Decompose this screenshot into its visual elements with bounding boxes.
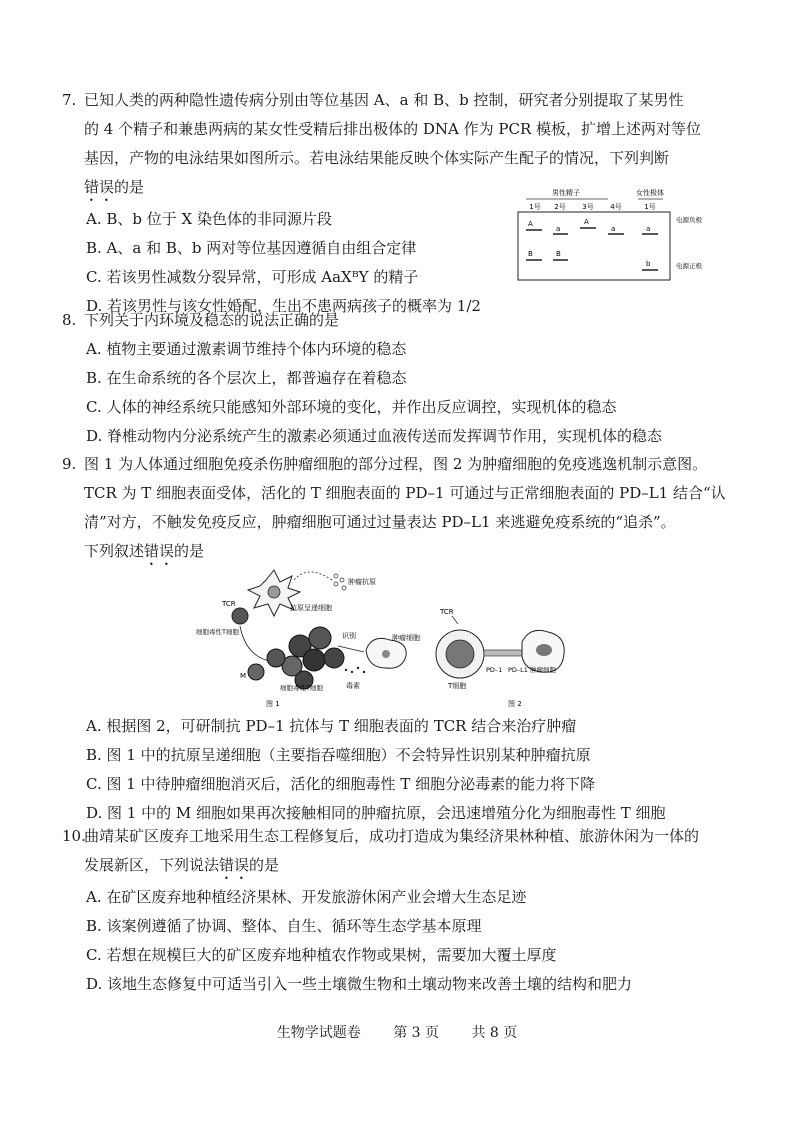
band-label: A [528, 220, 533, 228]
t-cell-nucleus [446, 640, 474, 668]
lane-label-2: 2号 [554, 203, 566, 211]
female-polar-body-label: 女性极体 [636, 189, 664, 197]
tumor-nucleus [382, 650, 390, 658]
band-label: A [584, 218, 589, 226]
t-cell-cluster [248, 664, 264, 680]
emphasis-text: 错误 [84, 178, 115, 196]
question-number: 8. [62, 311, 77, 329]
figure-1 [196, 570, 420, 708]
question-stem: 的是 [174, 542, 205, 560]
toxin-label: 毒素 [346, 682, 360, 690]
option-d: D. 该地生态修复中可适当引入一些土壤微生物和土壤动物来改善土壤的结构和肥力 [86, 975, 633, 993]
tumor-nucleus-2 [536, 644, 552, 656]
antigen-dot [340, 578, 344, 582]
band-label: a [556, 225, 561, 233]
toxin-dot [351, 671, 353, 673]
recognize-label: 识别 [342, 632, 356, 640]
option-d: D. 若该男性与该女性婚配，生出不患两病孩子的概率为 1/2 [86, 297, 481, 315]
question-stem: 图 1 为人体通过细胞免疫杀伤肿瘤细胞的部分过程，图 2 为肿瘤细胞的免疫逃逸机制示意图。 [84, 455, 708, 473]
tcr-pointer [452, 616, 458, 624]
option-a: A. 根据图 2，可研制抗 PD–1 抗体与 T 细胞表面的 TCR 结合来治疗肿瘤 [86, 717, 577, 735]
tcr-label-2: TCR [440, 608, 454, 616]
question-stem: 下列关于内环境及稳态的说法正确的是 [84, 311, 340, 329]
question-number: 9. [62, 455, 77, 473]
tumor-cell-label: 肿瘤细胞 [392, 634, 420, 642]
negative-pole-label: 电源负极 [676, 216, 702, 224]
t-cell-cluster [267, 649, 285, 667]
toxin-dot [357, 667, 359, 669]
t-cell-cluster [324, 648, 344, 668]
male-sperm-label: 男性精子 [552, 189, 580, 197]
footer-total-pages: 共 8 页 [471, 1025, 518, 1041]
option-c: C. 图 1 中待肿瘤细胞消灭后，活化的细胞毒性 T 细胞分泌毒素的能力将下降 [86, 775, 596, 793]
band-label: a [611, 225, 616, 233]
electrophoresis-figure [508, 186, 718, 282]
antigen-dot [334, 574, 338, 578]
caption-figure-2: 图 2 [508, 700, 522, 708]
apc-nucleus [268, 586, 280, 598]
tumor-cell-label-2: 肿瘤细胞 [530, 666, 556, 674]
option-c: C. 若该男性减数分裂异常，可形成 AaXᴮY 的精子 [86, 268, 419, 286]
lane-label-3: 3号 [582, 203, 594, 211]
pdl1-label: PD–L1 [508, 666, 528, 674]
option-a: A. 植物主要通过激素调节维持个体内环境的稳态 [86, 340, 407, 358]
apc-label: 抗原呈递细胞 [290, 604, 332, 612]
question-9 [62, 450, 762, 569]
band-label: B [528, 250, 533, 258]
pd1-pdl1-link [484, 650, 522, 656]
question-stem: 下列叙述 [84, 542, 145, 560]
antigen-dot [342, 586, 346, 590]
arrow-antigen [294, 572, 332, 580]
band-label: b [646, 260, 651, 268]
band-label: a [646, 225, 651, 233]
question-stem: 清”对方，不触发免疫反应，肿瘤细胞可通过过量表达 PD–L1 来逃避免疫系统的“追杀”。 [84, 513, 676, 531]
option-d: D. 脊椎动物内分泌系统产生的激素必须通过血液传送而发挥调节作用，实现机体的稳态 [86, 427, 663, 445]
option-b: B. 该案例遵循了协调、整体、自生、循环等生态学基本原理 [86, 917, 482, 935]
toxin-dot [363, 671, 365, 673]
lane-label-1: 1号 [529, 203, 541, 211]
cytotoxic-t-label: 细胞毒性T细胞 [196, 628, 239, 636]
cytotoxic-t-label-2: 细胞毒性T细胞 [280, 684, 323, 692]
question-9-options [62, 712, 762, 828]
option-a: A. 在矿区废弃地种植经济果林、开发旅游休闲产业会增大生态足迹 [86, 888, 527, 906]
footer-page-number: 第 3 页 [393, 1025, 439, 1041]
question-stem: 的是 [114, 178, 145, 196]
question-stem: 已知人类的两种隐性遗传病分别由等位基因 A、a 和 B、b 控制，研究者分别提取了某男性 [84, 91, 684, 109]
tcr-label-1: TCR [222, 600, 236, 608]
t-cell [232, 608, 248, 624]
t-cell-label: T细胞 [448, 682, 467, 690]
question-stem: 的 4 个精子和兼患两病的某女性受精后排出极体的 DNA 作为 PCR 模板，扩增上述两对等位 [84, 120, 702, 138]
question-number: 10. [62, 827, 86, 845]
figure-2 [436, 608, 564, 708]
band-label: B [556, 250, 561, 258]
option-b: B. 图 1 中的抗原呈递细胞（主要指吞噬细胞）不会特异性识别某种肿瘤抗原 [86, 746, 591, 764]
option-b: B. 在生命系统的各个层次上，都普遍存在着稳态 [86, 369, 407, 387]
t-cell-cluster [309, 627, 331, 649]
emphasis-text: 错误 [219, 856, 250, 874]
lane-label-4: 4号 [610, 203, 622, 211]
question-stem: 基因，产物的电泳结果如图所示。若电泳结果能反映个体实际产生配子的情况，下列判断 [84, 149, 670, 167]
question-number: 7. [62, 91, 77, 109]
question-stem: 的是 [249, 856, 280, 874]
tumor-antigen-label: 肿瘤抗原 [348, 578, 376, 586]
positive-pole-label: 电源正极 [676, 262, 702, 270]
m-label: M [240, 672, 247, 680]
footer-title: 生物学试题卷 [276, 1025, 361, 1041]
question-8 [62, 306, 742, 451]
question-stem: 曲靖某矿区废弃工地采用生态工程修复后，成功打造成为集经济果林种植、旅游休闲为一体的 [84, 827, 700, 845]
lane-label-5: 1号 [644, 203, 656, 211]
question-stem: TCR 为 T 细胞表面受体，活化的 T 细胞表面的 PD–1 可通过与正常细胞表面的 PD–L1 结合“认 [84, 484, 726, 502]
option-c: C. 人体的神经系统只能感知外部环境的变化，并作出反应调控，实现机体的稳态 [86, 398, 617, 416]
caption-figure-1: 图 1 [266, 700, 280, 708]
option-d: D. 图 1 中的 M 细胞如果再次接触相同的肿瘤抗原，会迅速增殖分化为细胞毒性 T 细胞 [86, 804, 666, 822]
option-c: C. 若想在规模巨大的矿区废弃地种植农作物或果树，需要加大覆土厚度 [86, 946, 557, 964]
immune-figure [196, 562, 566, 710]
emphasis-text: 错误 [144, 542, 175, 560]
question-10 [62, 822, 762, 999]
antigen-dot [334, 582, 338, 586]
option-b: B. A、a 和 B、b 两对等位基因遵循自由组合定律 [86, 239, 417, 257]
option-a: A. B、b 位于 X 染色体的非同源片段 [86, 210, 332, 228]
toxin-dot [345, 669, 347, 671]
t-cell-cluster [303, 649, 325, 671]
question-stem: 发展新区，下列说法 [84, 856, 220, 874]
pd1-label: PD–1 [486, 666, 503, 674]
page-footer [0, 1022, 794, 1042]
